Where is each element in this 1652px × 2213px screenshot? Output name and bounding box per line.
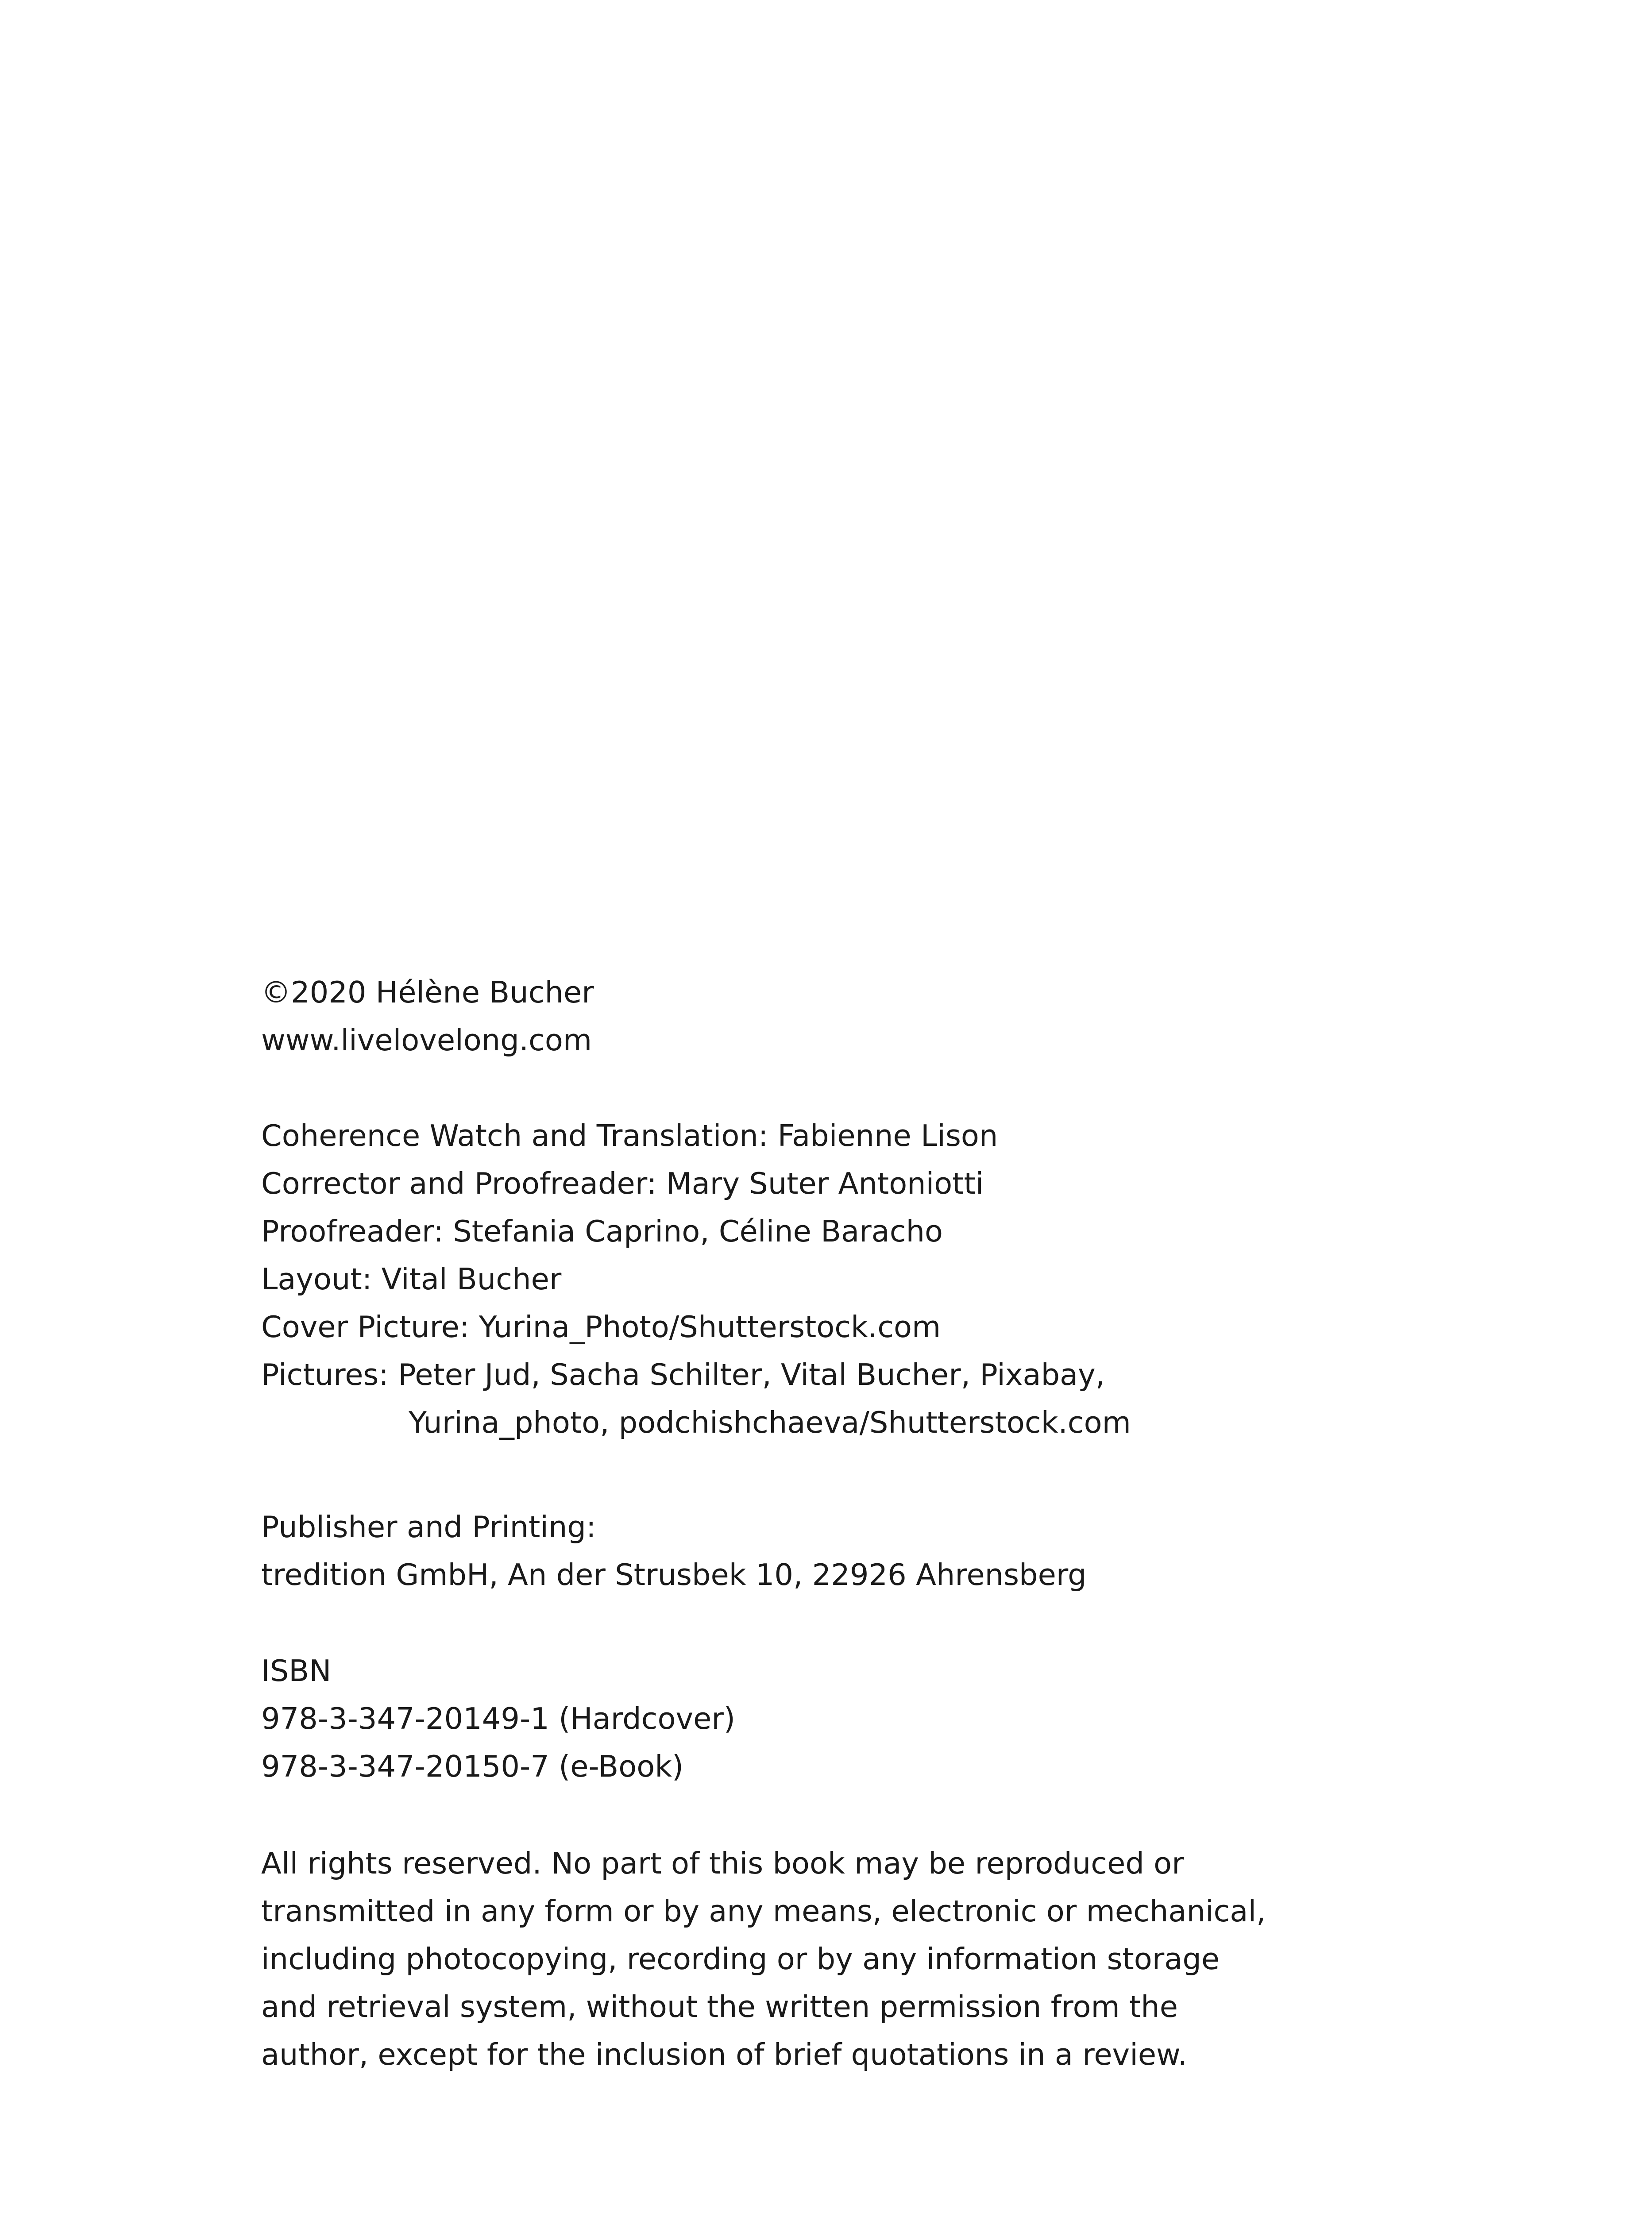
isbn-block xyxy=(261,1647,735,1790)
copyright-block xyxy=(261,968,594,1064)
copyright-notice: ©2020 Hélène Bucher xyxy=(261,975,594,1010)
rights-line: All rights reserved. No part of this book may be reproduced or xyxy=(261,1846,1184,1881)
rights-line: author, except for the inclusion of brief quotations in a review. xyxy=(261,2037,1187,2072)
credits-block xyxy=(261,1112,1131,1446)
credit-layout: Layout: Vital Bucher xyxy=(261,1262,562,1296)
isbn-ebook: 978-3-347-20150-7 (e-Book) xyxy=(261,1749,684,1784)
credit-coherence: Coherence Watch and Translation: Fabienne Lison xyxy=(261,1118,998,1153)
credit-pictures-continued: Yurina_photo, podchishchaeva/Shutterstock.com xyxy=(409,1405,1131,1440)
credit-pictures: Pictures: Peter Jud, Sacha Schilter, Vital Bucher, Pixabay, xyxy=(261,1357,1105,1392)
credit-cover: Cover Picture: Yurina_Photo/Shutterstock.com xyxy=(261,1310,941,1344)
rights-notice xyxy=(261,1839,1266,2078)
rights-line: transmitted in any form or by any means, electronic or mechanical, xyxy=(261,1894,1266,1928)
rights-line: including photocopying, recording or by any information storage xyxy=(261,1942,1220,1976)
credit-proofreader: Proofreader: Stefania Caprino, Céline Baracho xyxy=(261,1214,943,1249)
isbn-hardcover: 978-3-347-20149-1 (Hardcover) xyxy=(261,1701,736,1736)
publisher-block xyxy=(261,1503,1087,1599)
isbn-heading: ISBN xyxy=(261,1654,332,1688)
publisher-address: tredition GmbH, An der Strusbek 10, 22926 Ahrensberg xyxy=(261,1558,1087,1592)
credit-corrector: Corrector and Proofreader: Mary Suter Antoniotti xyxy=(261,1166,984,1201)
rights-line: and retrieval system, without the written permission from the xyxy=(261,1989,1178,2024)
publisher-heading: Publisher and Printing: xyxy=(261,1510,596,1544)
website-text: www.livelovelong.com xyxy=(261,1023,592,1057)
